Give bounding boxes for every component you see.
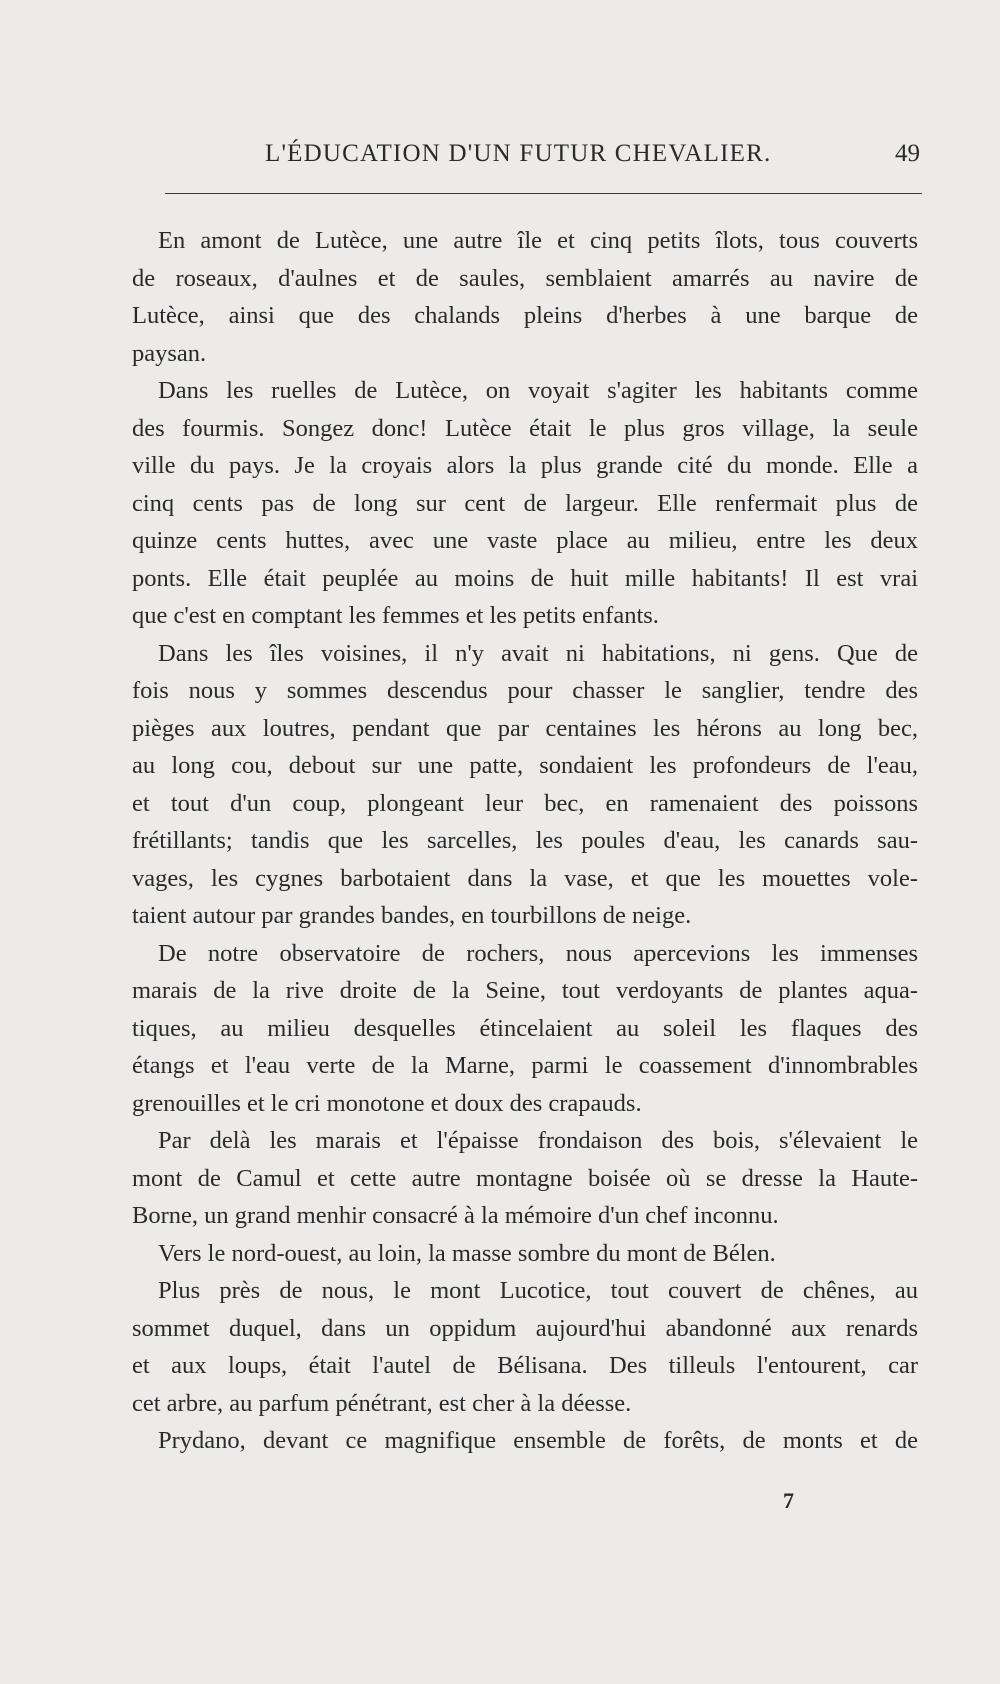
text-line: étangs et l'eau verte de la Marne, parmi le coassement d'innombrables <box>132 1052 918 1079</box>
text-line: Vers le nord-ouest, au loin, la masse sombre du mont de Bélen. <box>158 1239 776 1267</box>
text-line: cet arbre, au parfum pénétrant, est cher à la déesse. <box>132 1389 632 1417</box>
signature-mark: 7 <box>783 1488 794 1513</box>
text-line: des fourmis. Songez donc! Lutèce était le plus gros village, la seule <box>132 414 918 442</box>
text-line: cinq cents pas de long sur cent de largeur. Elle renfermait plus de <box>132 489 918 517</box>
running-head <box>0 140 1000 176</box>
text-line: de roseaux, d'aulnes et de saules, semblaient amarrés au navire de <box>132 264 918 292</box>
text-line: En amont de Lutèce, une autre île et cinq petits îlots, tous couverts <box>158 227 918 254</box>
text-line: Plus près de nous, le mont Lucotice, tout couvert de chênes, au <box>158 1277 918 1304</box>
text-line: Prydano, devant ce magnifique ensemble de forêts, de monts et de <box>158 1427 918 1454</box>
text-line: paysan. <box>132 339 207 367</box>
text-line: taient autour par grandes bandes, en tourbillons de neige. <box>132 902 692 929</box>
text-line: marais de la rive droite de la Seine, tout verdoyants de plantes aqua- <box>132 977 918 1004</box>
text-line: et tout d'un coup, plongeant leur bec, en ramenaient des poissons <box>132 789 918 817</box>
text-line: ponts. Elle était peuplée au moins de huit mille habitants! Il est vrai <box>132 564 918 592</box>
text-line: frétillants; tandis que les sarcelles, les poules d'eau, les canards sau- <box>132 827 918 854</box>
text-line: Borne, un grand menhir consacré à la mémoire d'un chef inconnu. <box>132 1202 779 1229</box>
text-line: fois nous y sommes descendus pour chasser le sanglier, tendre des <box>132 677 918 704</box>
text-line: Dans les îles voisines, il n'y avait ni habitations, ni gens. Que de <box>158 639 918 667</box>
text-line: ville du pays. Je la croyais alors la plus grande cité du monde. Elle a <box>132 452 918 479</box>
text-line: quinze cents huttes, avec une vaste place au milieu, entre les deux <box>132 527 918 554</box>
text-line: pièges aux loutres, pendant que par centaines les hérons au long bec, <box>132 714 918 742</box>
text-line: tiques, au milieu desquelles étincelaient au soleil les flaques des <box>132 1014 918 1042</box>
text-line: Dans les ruelles de Lutèce, on voyait s'agiter les habitants comme <box>158 377 918 404</box>
text-line: sommet duquel, dans un oppidum aujourd'hui abandonné aux renards <box>132 1314 918 1342</box>
text-line: mont de Camul et cette autre montagne boisée où se dresse la Haute- <box>132 1164 918 1192</box>
text-line: Par delà les marais et l'épaisse frondaison des bois, s'élevaient le <box>158 1127 918 1154</box>
page-number: 49 <box>895 140 920 167</box>
text-line: et aux loups, était l'autel de Bélisana. Des tilleuls l'entourent, car <box>132 1352 918 1379</box>
text-line: au long cou, debout sur une patte, sondaient les profondeurs de l'eau, <box>132 752 918 779</box>
text-line: que c'est en comptant les femmes et les petits enfants. <box>132 602 659 629</box>
text-line: grenouilles et le cri monotone et doux des crapauds. <box>132 1089 642 1117</box>
header-rule <box>165 193 922 194</box>
text-line: vages, les cygnes barbotaient dans la vase, et que les mouettes vole- <box>132 864 918 892</box>
text-line: Lutèce, ainsi que des chalands pleins d'herbes à une barque de <box>132 302 918 329</box>
running-title: L'ÉDUCATION D'UN FUTUR CHEVALIER. <box>265 140 772 167</box>
body-text <box>132 222 918 1460</box>
text-line: De notre observatoire de rochers, nous apercevions les immenses <box>158 939 918 967</box>
